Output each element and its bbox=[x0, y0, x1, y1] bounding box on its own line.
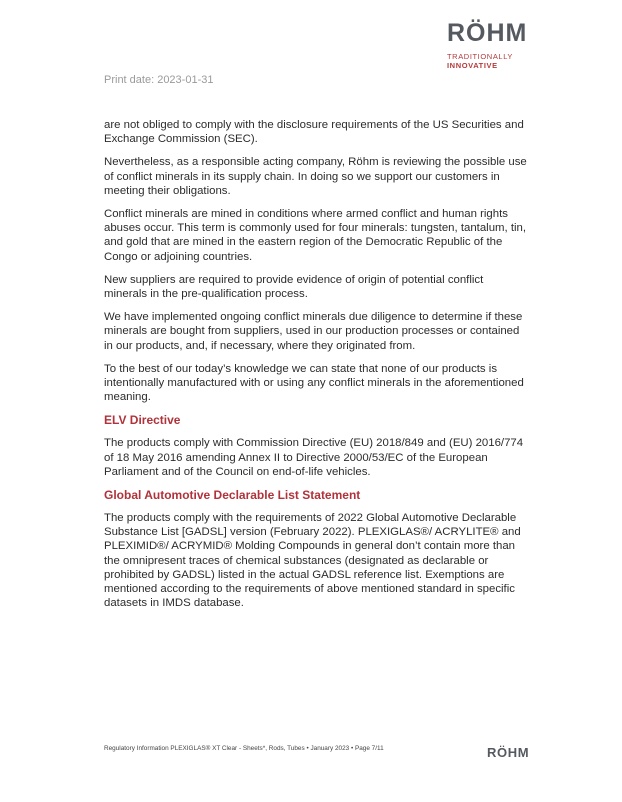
paragraph-gadsl-statement: The products comply with the requirements of 2022 Global Automotive Declarable Substance List [GADSL] version (February 2022). PLEXIGLAS®/ ACRYLITE® and PLEXIMID®/ ACRYMID® Molding Compounds in general don’t contain more than the omnipresent traces of chemical substances (designated as declarable or prohibited by GADSL) listed in the actual GADSL reference list. Exemptions are mentioned according to the requirements of above mentioned standard in specific datasets in IMDS database. bbox=[104, 512, 521, 610]
footer-logo: RÖHM bbox=[487, 745, 530, 760]
paragraph-due-diligence: We have implemented ongoing conflict minerals due diligence to determine if these minerals are bought from suppliers, used in our production processes or contained in our products, and, if necessary, where they originated from. bbox=[104, 311, 523, 352]
print-date: Print date: 2023-01-31 bbox=[104, 74, 214, 86]
heading-elv-directive: ELV Directive bbox=[104, 413, 181, 428]
paragraph-knowledge-statement: To the best of our today’s knowledge we can state that none of our products is intentionally manufactured with or using any conflict minerals in the aforementioned meaning. bbox=[104, 362, 524, 404]
company-logo bbox=[447, 20, 567, 70]
logo-wordmark: RÖHM bbox=[447, 19, 528, 47]
heading-gadsl-statement: Global Automotive Declarable List Statement bbox=[104, 488, 361, 503]
footer-info: Regulatory Information PLEXIGLAS® XT Clear - Sheets*, Rods, Tubes • January 2023 • Page 7/11 bbox=[104, 745, 384, 752]
paragraph-conflict-minerals-definition: Conflict minerals are mined in conditions where armed conflict and human rights abuses occur. This term is commonly used for four minerals: tungsten, tantalum, tin, and gold that are mined in the eastern region of the Democratic Republic of the Congo or adjoining countries. bbox=[104, 208, 527, 263]
paragraph-responsible-company: Nevertheless, as a responsible acting company, Röhm is reviewing the possible use of conflict minerals in its supply chain. In doing so we support our customers in meeting their obligations. bbox=[104, 156, 527, 197]
paragraph-sec-disclosure: are not obliged to comply with the disclosure requirements of the US Securities and Exchange Commission (SEC). bbox=[104, 119, 524, 146]
logo-tagline-line1: TRADITIONALLY bbox=[447, 52, 514, 61]
paragraph-new-suppliers: New suppliers are required to provide evidence of origin of potential conflict minerals in the pre-qualification process. bbox=[104, 273, 484, 301]
paragraph-elv-directive: The products comply with Commission Directive (EU) 2018/849 and (EU) 2016/774 of 18 May 2016 amending Annex II to Directive 2000/53/EC of the European Parliament and of the Council on end-of-life vehicles. bbox=[104, 437, 524, 478]
document-body bbox=[104, 118, 529, 619]
logo-tagline-line2: INNOVATIVE bbox=[447, 61, 498, 70]
